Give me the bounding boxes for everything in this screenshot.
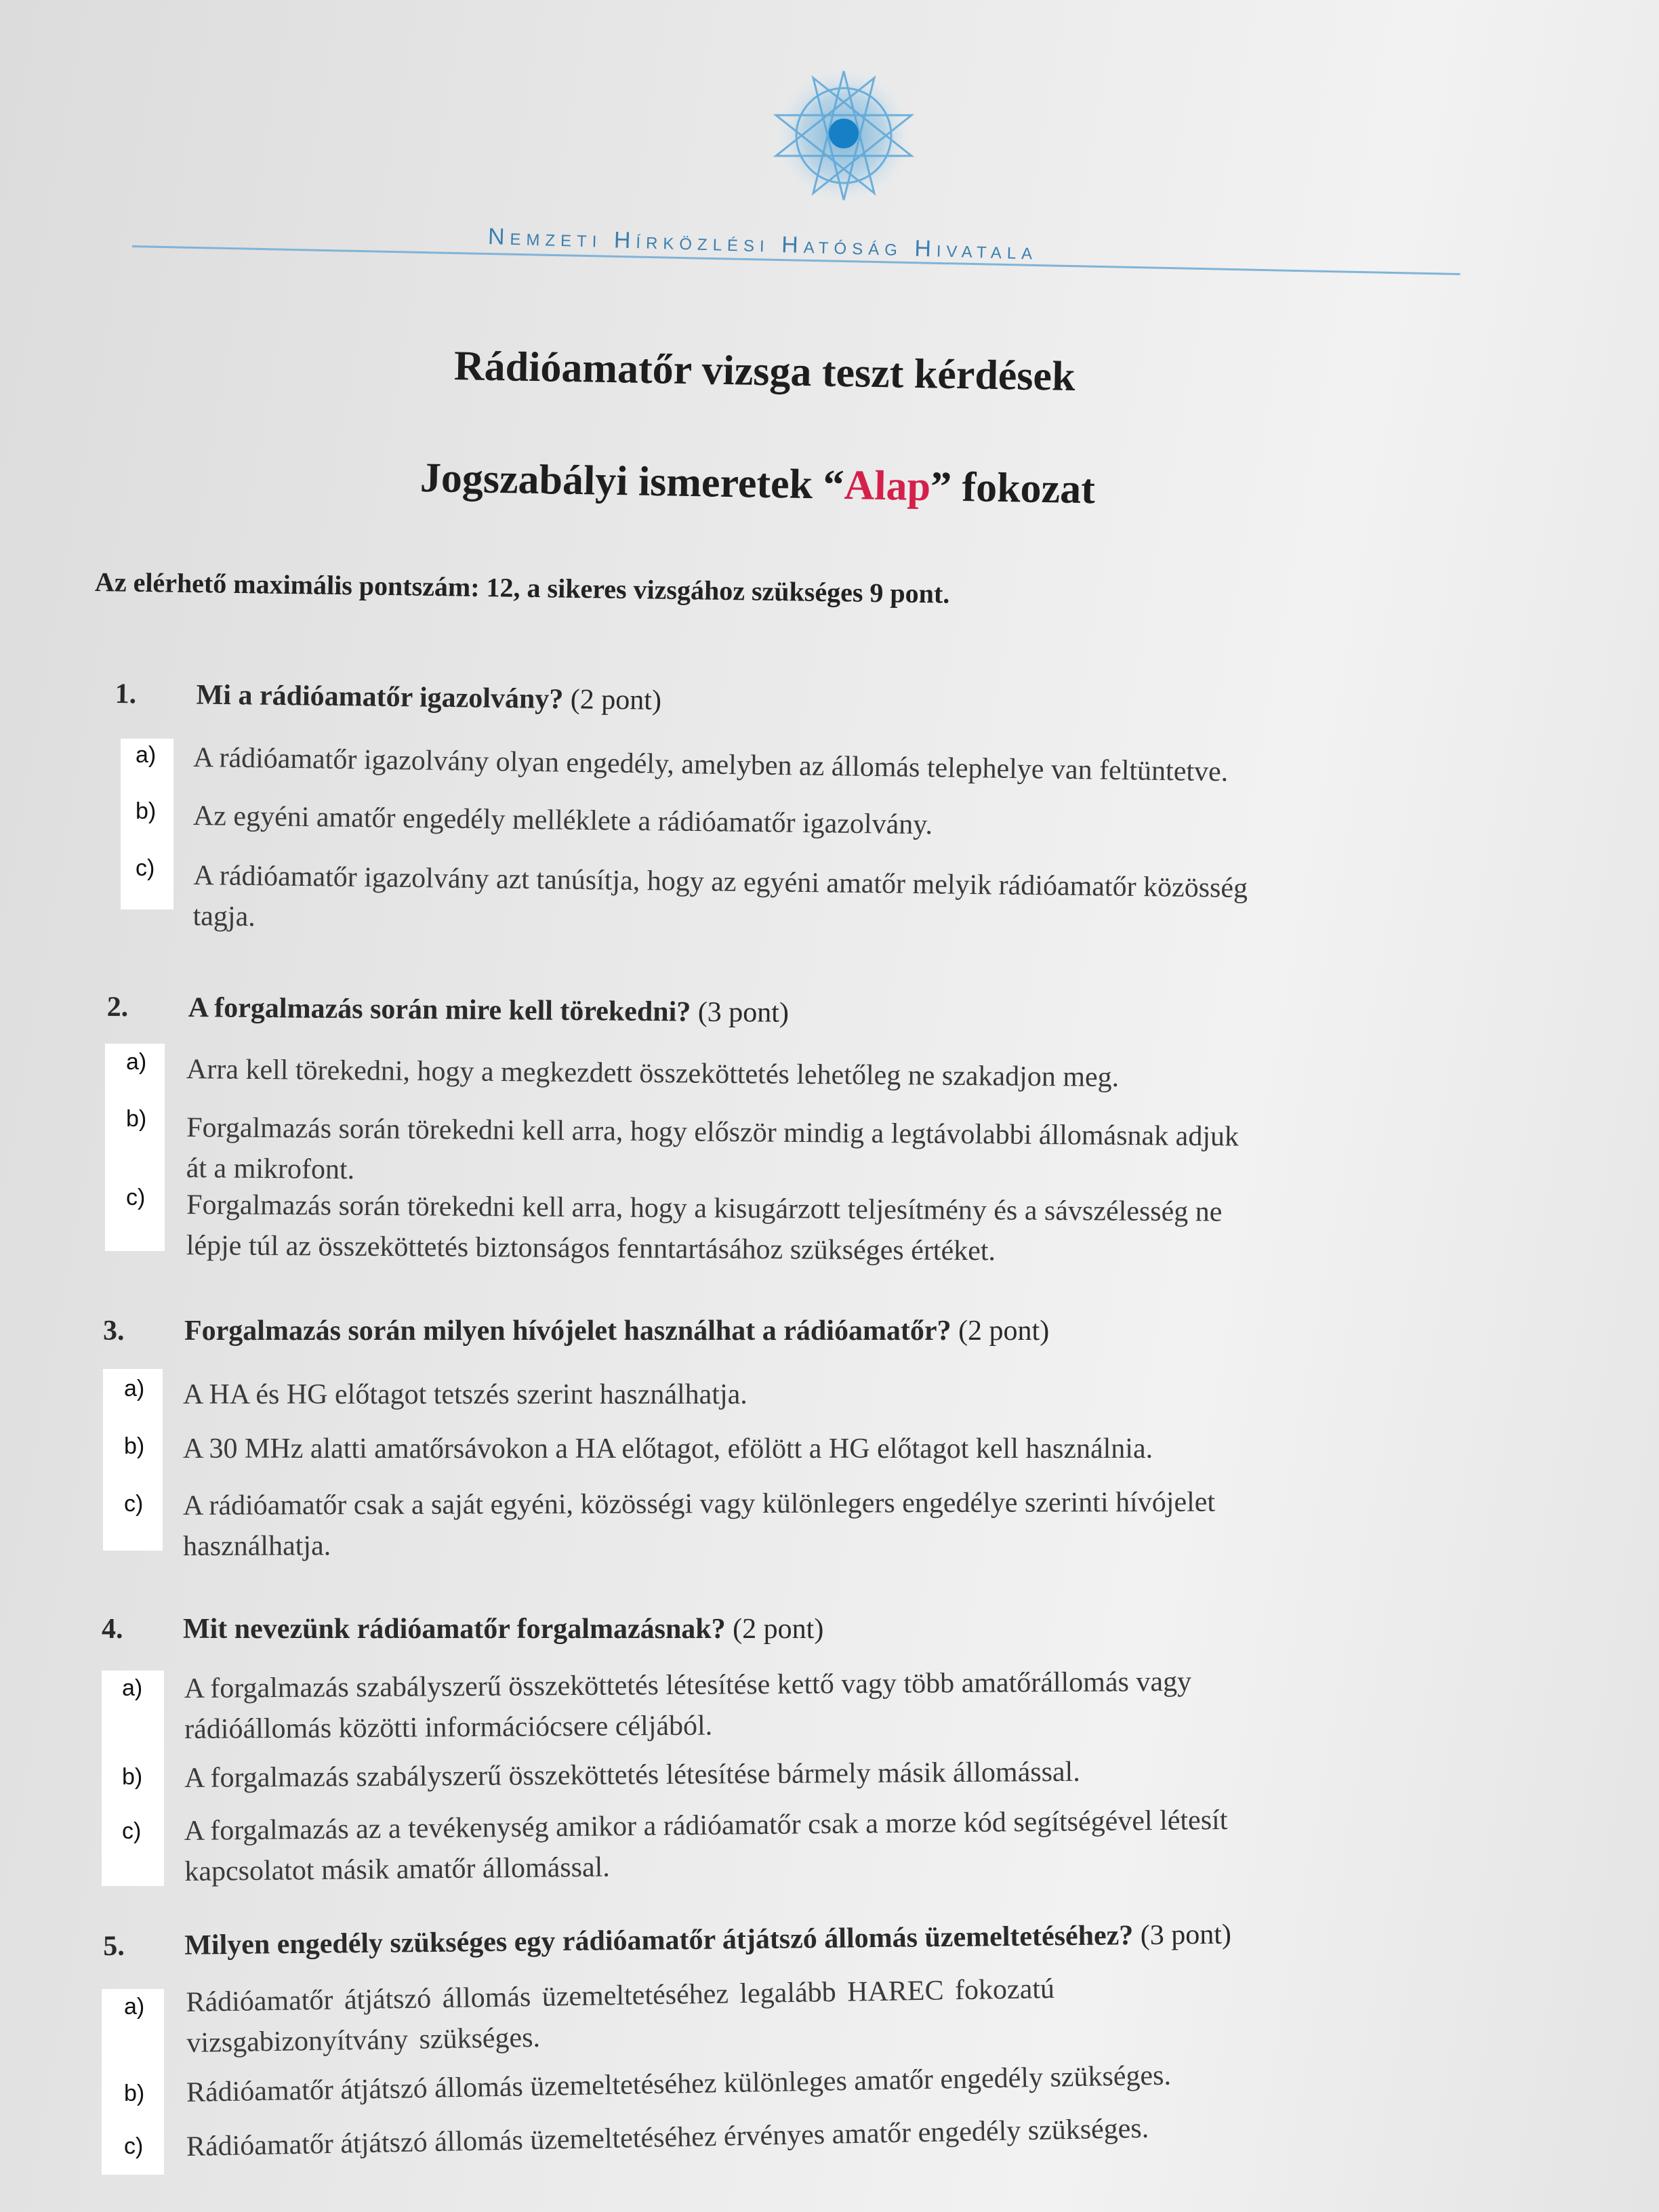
- question-text: A forgalmazás során mire kell törekedni? (3 pont): [188, 992, 790, 1029]
- subtitle-accent: Alap: [843, 462, 931, 510]
- score-line: Az elérhető maximális pontszám: 12, a sikeres vizsgához szükséges 9 pont.: [94, 567, 950, 609]
- answer-option: A forgalmazás szabályszerű összeköttetés létesítése kettő vagy több amatőrállomás vagy rádióállomás közötti információcsere céljából.: [184, 1666, 1192, 1745]
- question-number: 5.: [103, 1930, 125, 1962]
- page-subtitle: [419, 454, 1095, 514]
- page-title: Rádióamatőr vizsga teszt kérdések: [453, 343, 1076, 400]
- answer-label: a): [124, 1376, 145, 1401]
- answer-label: c): [126, 1185, 146, 1210]
- answer-option: Rádióamatőr átjátszó állomás üzemeltetéséhez különleges amatőr engedély szükséges.: [186, 2060, 1172, 2108]
- question-number: 3.: [103, 1315, 125, 1347]
- answer-label: c): [124, 1491, 144, 1517]
- question-number: 4.: [102, 1614, 123, 1645]
- question-points: (3 pont): [697, 996, 790, 1029]
- answer-label: c): [122, 1818, 142, 1844]
- answer-option: Rádióamatőr átjátszó állomás üzemeltetéséhez legalább HAREC fokozatú vizsgabizonyítvány szükséges.: [186, 1973, 1055, 2059]
- question-points: (2 pont): [570, 684, 662, 716]
- answer-label: b): [122, 1764, 143, 1790]
- question-number: 2.: [106, 991, 129, 1023]
- answer-option: A forgalmazás szabályszerű összeköttetés létesítése bármely másik állomással.: [184, 1756, 1080, 1794]
- question-points: (2 pont): [733, 1614, 824, 1645]
- answer-option: A rádióamatőr igazolvány olyan engedély, amelyben az állomás telephelye van feltüntetve.: [192, 742, 1229, 788]
- question-points: (2 pont): [958, 1315, 1050, 1347]
- answer-label: b): [124, 2081, 145, 2106]
- subtitle-suffix: ” fokozat: [930, 464, 1096, 513]
- question-text: Forgalmazás során milyen hívójelet használhat a rádióamatőr? (2 pont): [184, 1315, 1050, 1347]
- answer-label: b): [124, 1433, 145, 1459]
- question-text: Mi a rádióamatőr igazolvány? (2 pont): [196, 679, 662, 716]
- answer-option: Forgalmazás során törekedni kell arra, hogy a kisugárzott teljesítmény és a sávszélesség ne lépje túl az összeköttetés biztonságos fenntartásához szükséges értéket.: [186, 1189, 1223, 1267]
- answer-label: a): [136, 742, 157, 768]
- answer-option: A 30 MHz alatti amatőrsávokon a HA előtagot, efölött a HG előtagot kell használnia.: [183, 1433, 1153, 1465]
- answer-label: b): [136, 798, 157, 824]
- question-number: 1.: [115, 678, 137, 710]
- answer-option: Forgalmazás során törekedni kell arra, hogy először mindig a legtávolabbi állomásnak adjuk át a mikrofont.: [186, 1112, 1240, 1186]
- answer-label: c): [124, 2133, 144, 2159]
- answer-label: a): [124, 1994, 145, 2020]
- answer-option: A HA és HG előtagot tetszés szerint használhatja.: [183, 1379, 747, 1410]
- question-points: (3 pont): [1140, 1919, 1232, 1951]
- organization-name: Nemzeti Hírközlési Hatóság Hivatala: [487, 224, 1038, 265]
- answer-option: Az egyéni amatőr engedély melléklete a rádióamatőr igazolvány.: [192, 800, 933, 841]
- answer-option: Rádióamatőr átjátszó állomás üzemeltetéséhez érvényes amatőr engedély szükséges.: [186, 2112, 1149, 2163]
- answer-label: a): [126, 1049, 147, 1075]
- subtitle-prefix: Jogszabályi ismeretek “: [419, 455, 845, 508]
- answer-option: A rádióamatőr igazolvány azt tanúsítja, hogy az egyéni amatőr melyik rádióamatőr közösség tagja.: [192, 860, 1248, 933]
- answer-option: Arra kell törekedni, hogy a megkezdett összeköttetés lehetőleg ne szakadjon meg.: [186, 1054, 1120, 1094]
- question-text: Milyen engedély szükséges egy rádióamatőr átjátszó állomás üzemeltetéséhez? (3 pont): [184, 1919, 1232, 1961]
- answer-option: A rádióamatőr csak a saját egyéni, közösségi vagy különlegers engedélye szerinti hívójelet használhatja.: [182, 1486, 1216, 1562]
- answer-label: b): [126, 1106, 147, 1132]
- answer-option: A forgalmazás az a tevékenység amikor a rádióamatőr csak a morze kód segítségével létesít kapcsolatot másik amatőr állomással.: [184, 1804, 1228, 1887]
- question-text: Mit nevezünk rádióamatőr forgalmazásnak? (2 pont): [183, 1614, 824, 1645]
- answer-label: c): [136, 855, 155, 881]
- star-burst-logo-icon: [756, 64, 932, 213]
- answer-label: a): [122, 1675, 143, 1701]
